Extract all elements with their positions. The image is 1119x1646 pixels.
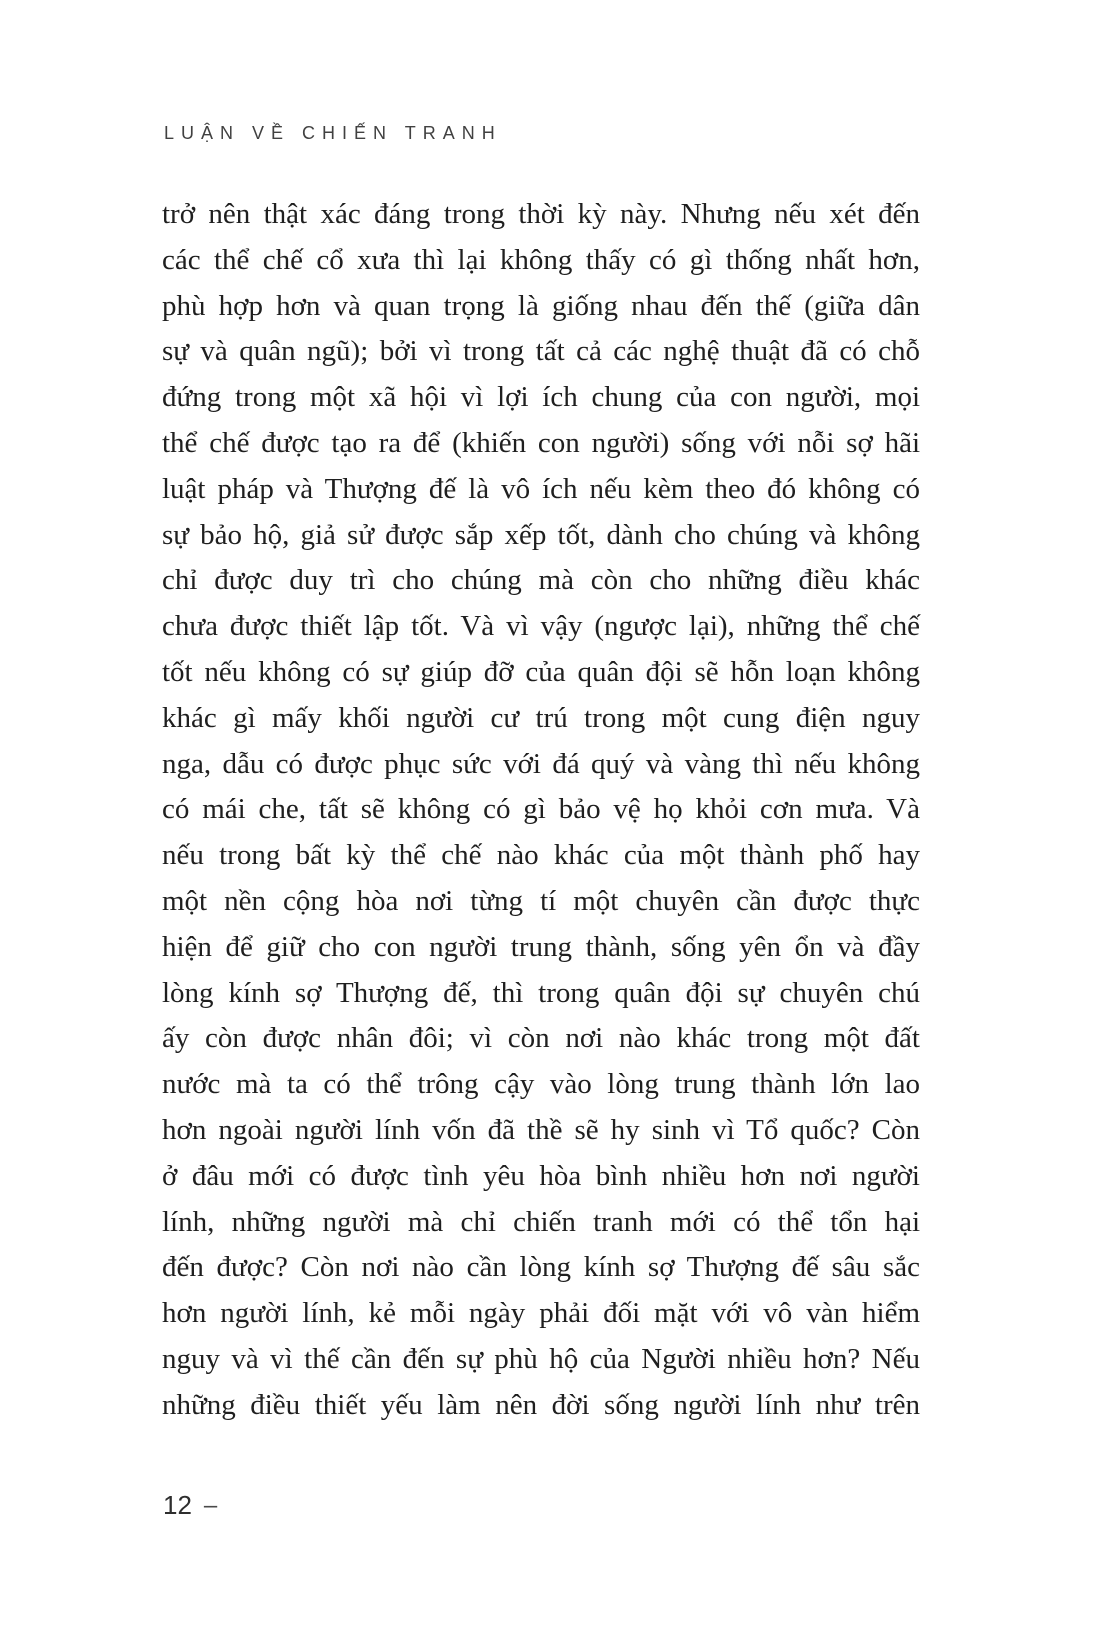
text-line: hiện để giữ cho con người trung thành, sống yên ổn và đầy <box>162 930 920 963</box>
text-line: có mái che, tất sẽ không có gì bảo vệ họ khỏi cơn mưa. Và <box>162 793 920 826</box>
text-line: hơn ngoài người lính vốn đã thề sẽ hy sinh vì Tổ quốc? Còn <box>162 1113 920 1146</box>
text-line: luật pháp và Thượng đế là vô ích nếu kèm theo đó không có <box>162 472 920 505</box>
text-line: sự và quân ngũ); bởi vì trong tất cả các nghệ thuật đã có chỗ <box>162 335 920 368</box>
text-line: phù hợp hơn và quan trọng là giống nhau đến thế (giữa dân <box>162 289 920 322</box>
text-line: chỉ được duy trì cho chúng mà còn cho những điều khác <box>162 564 920 597</box>
page-number: 12 <box>163 1490 192 1520</box>
running-header: LUẬN VỀ CHIẾN TRANH <box>164 123 502 143</box>
text-line: nước mà ta có thể trông cậy vào lòng trung thành lớn lao <box>162 1068 920 1101</box>
text-line: đứng trong một xã hội vì lợi ích chung của con người, mọi <box>162 381 920 414</box>
text-line: ấy còn được nhân đôi; vì còn nơi nào khác trong một đất <box>162 1022 920 1055</box>
text-line: khác gì mấy khối người cư trú trong một cung điện nguy <box>162 701 920 734</box>
text-line: ở đâu mới có được tình yêu hòa bình nhiều hơn nơi người <box>162 1159 920 1192</box>
text-line: thể chế được tạo ra để (khiến con người) sống với nỗi sợ hãi <box>162 426 920 459</box>
text-line: trở nên thật xác đáng trong thời kỳ này. Nhưng nếu xét đến <box>162 198 920 230</box>
text-line: nga, dẫu có được phục sức với đá quý và vàng thì nếu không <box>162 747 920 780</box>
text-line: hơn người lính, kẻ mỗi ngày phải đối mặt với vô vàn hiểm <box>162 1297 920 1330</box>
text-line: sự bảo hộ, giả sử được sắp xếp tốt, dành cho chúng và không <box>162 518 920 551</box>
text-line: lính, những người mà chỉ chiến tranh mới có thể tổn hại <box>162 1205 920 1238</box>
body-text <box>162 192 920 1429</box>
text-line: nguy và vì thế cần đến sự phù hộ của Người nhiều hơn? Nếu <box>162 1342 920 1375</box>
text-line: những điều thiết yếu làm nên đời sống người lính như trên <box>162 1388 920 1421</box>
footer-dash: – <box>203 1491 218 1519</box>
text-line: tốt nếu không có sự giúp đỡ của quân đội sẽ hỗn loạn không <box>162 655 920 688</box>
text-line: một nền cộng hòa nơi từng tí một chuyên cần được thực <box>162 884 920 917</box>
text-line: nếu trong bất kỳ thể chế nào khác của một thành phố hay <box>162 839 920 872</box>
text-line: các thể chế cổ xưa thì lại không thấy có gì thống nhất hơn, <box>162 243 920 276</box>
text-line: lòng kính sợ Thượng đế, thì trong quân đội sự chuyên chú <box>162 976 920 1009</box>
text-line: chưa được thiết lập tốt. Và vì vậy (ngược lại), những thể chế <box>162 610 920 643</box>
page-footer <box>163 1490 217 1521</box>
text-line: đến được? Còn nơi nào cần lòng kính sợ Thượng đế sâu sắc <box>162 1251 920 1284</box>
